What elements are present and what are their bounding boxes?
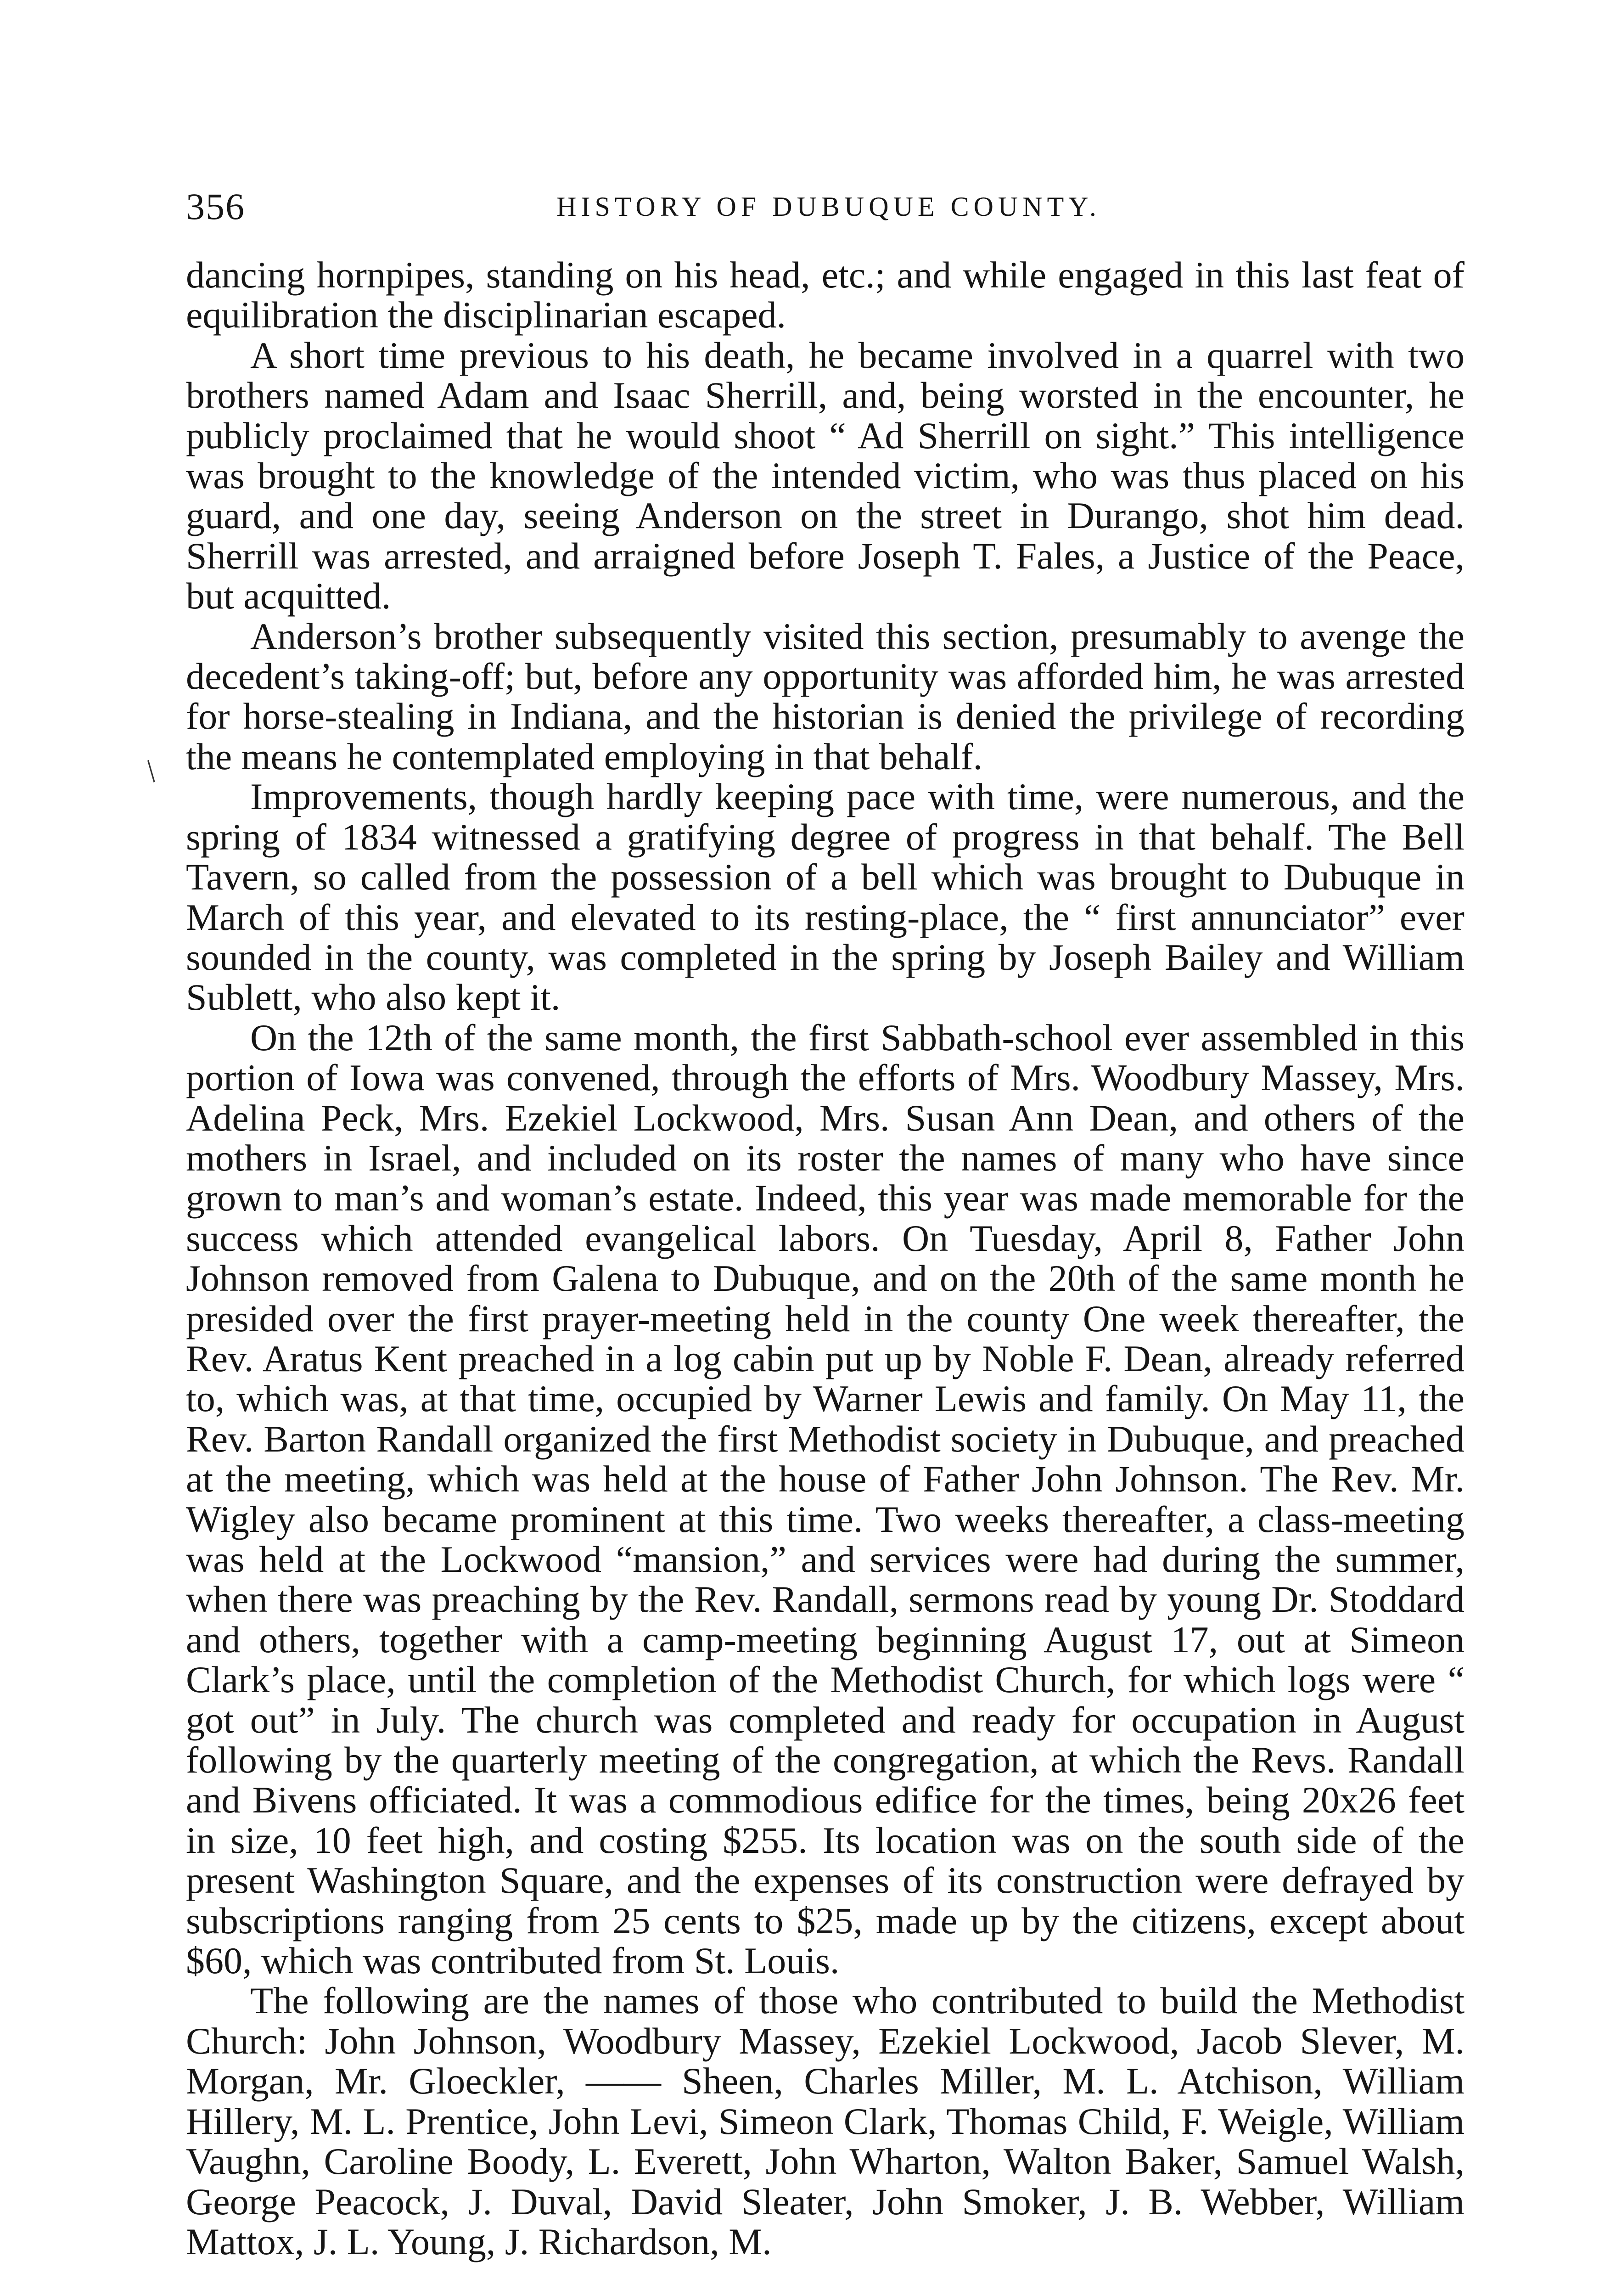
running-title: HISTORY OF DUBUQUE COUNTY. [556, 191, 1101, 222]
page-number: 356 [186, 186, 245, 227]
paragraph-sherrill-quarrel: A short time previous to his death, he became involved in a quarrel with two brothers named Adam and Isaac Sherrill, and, being worsted in the encounter, he publicly proclaimed that he would shoot “ Ad Sherrill on sight.” This intelligence was brought to the knowledge of the intended victim, who was thus placed on his guard, and one day, seeing Anderson on the street in Durango, shot him dead. Sherrill was arrested, and arraigned before Joseph T. Fales, a Justice of the Peace, but acquitted. [186, 334, 1464, 617]
paragraph-anderson-brother: Anderson’s brother subsequently visited this section, presumably to avenge the decedent’s taking-off; but, before any opportunity was afforded him, he was arrested for horse-stealing in Indiana, and the historian is denied the privilege of recording the means he contemplated employing in that behalf. [186, 615, 1464, 777]
body-text [186, 255, 1464, 2262]
paragraph-sabbath-school: On the 12th of the same month, the first Sabbath-school ever assembled in this portion of Iowa was convened, through the efforts of Mrs. Woodbury Massey, Mrs. Adelina Peck, Mrs. Ezekiel Lockwood, Mrs. Susan Ann Dean, and others of the mothers in Israel, and included on its roster the names of many who have since grown to man’s and woman’s estate. Indeed, this year was made memorable for the success which attended evangelical labors. On Tuesday, April 8, Father John Johnson removed from Galena to Dubuque, and on the 20th of the same month he presided over the first prayer-meeting held in the county One week thereafter, the Rev. Aratus Kent preached in a log cabin put up by Noble F. Dean, already referred to, which was, at that time, occupied by Warner Lewis and family. On May 11, the Rev. Barton Randall organized the first Methodist society in Dubuque, and preached at the meeting, which was held at the house of Father John Johnson. The Rev. Mr. Wigley also became prominent at this time. Two weeks thereafter, a class-meeting was held at the Lockwood “mansion,” and services were had during the summer, when there was preaching by the Rev. Randall, sermons read by young Dr. Stoddard and others, together with a camp-meeting beginning August 17, out at Simeon Clark’s place, until the completion of the Methodist Church, for which logs were “ got out” in July. The church was completed and ready for occupation in August following by the quarterly meeting of the congregation, at which the Revs. Randall and Bivens officiated. It was a commodious edifice for the times, being 20x26 feet in size, 10 feet high, and costing $255. Its location was on the south side of the present Washington Square, and the expenses of its construction were defrayed by subscriptions ranging from 25 cents to $25, made up by the citizens, except about $60, which was contributed from St. Louis. [186, 1016, 1464, 1982]
paragraph-continuation: dancing hornpipes, standing on his head, etc.; and while engaged in this last feat of equilibration the disciplinarian escaped. [186, 254, 1464, 336]
running-head [186, 181, 1471, 232]
paragraph-contributors: The following are the names of those who contributed to build the Methodist Church: John Johnson, Woodbury Massey, Ezekiel Lockwood, Jacob Slever, M. Morgan, Mr. Gloeckler, —— Sheen, Charles Miller, M. L. Atchison, William Hillery, M. L. Prentice, John Levi, Simeon Clark, Thomas Child, F. Weigle, William Vaughn, Caroline Boody, L. Everett, John Wharton, Walton Baker, Samuel Walsh, George Peacock, J. Duval, David Sleater, John Smoker, J. B. Webber, William Mattox, J. L. Young, J. Richardson, M. [186, 1980, 1464, 2262]
margin-pencil-mark: / [137, 754, 165, 788]
paragraph-bell-tavern: Improvements, though hardly keeping pace with time, were numerous, and the spring of 1834 witnessed a gratifying degree of progress in that behalf. The Bell Tavern, so called from the possession of a bell which was brought to Dubuque in March of this year, and elevated to its resting-place, the “ first annunciator” ever sounded in the county, was completed in the spring by Joseph Bailey and William Sublett, who also kept it. [186, 776, 1464, 1019]
